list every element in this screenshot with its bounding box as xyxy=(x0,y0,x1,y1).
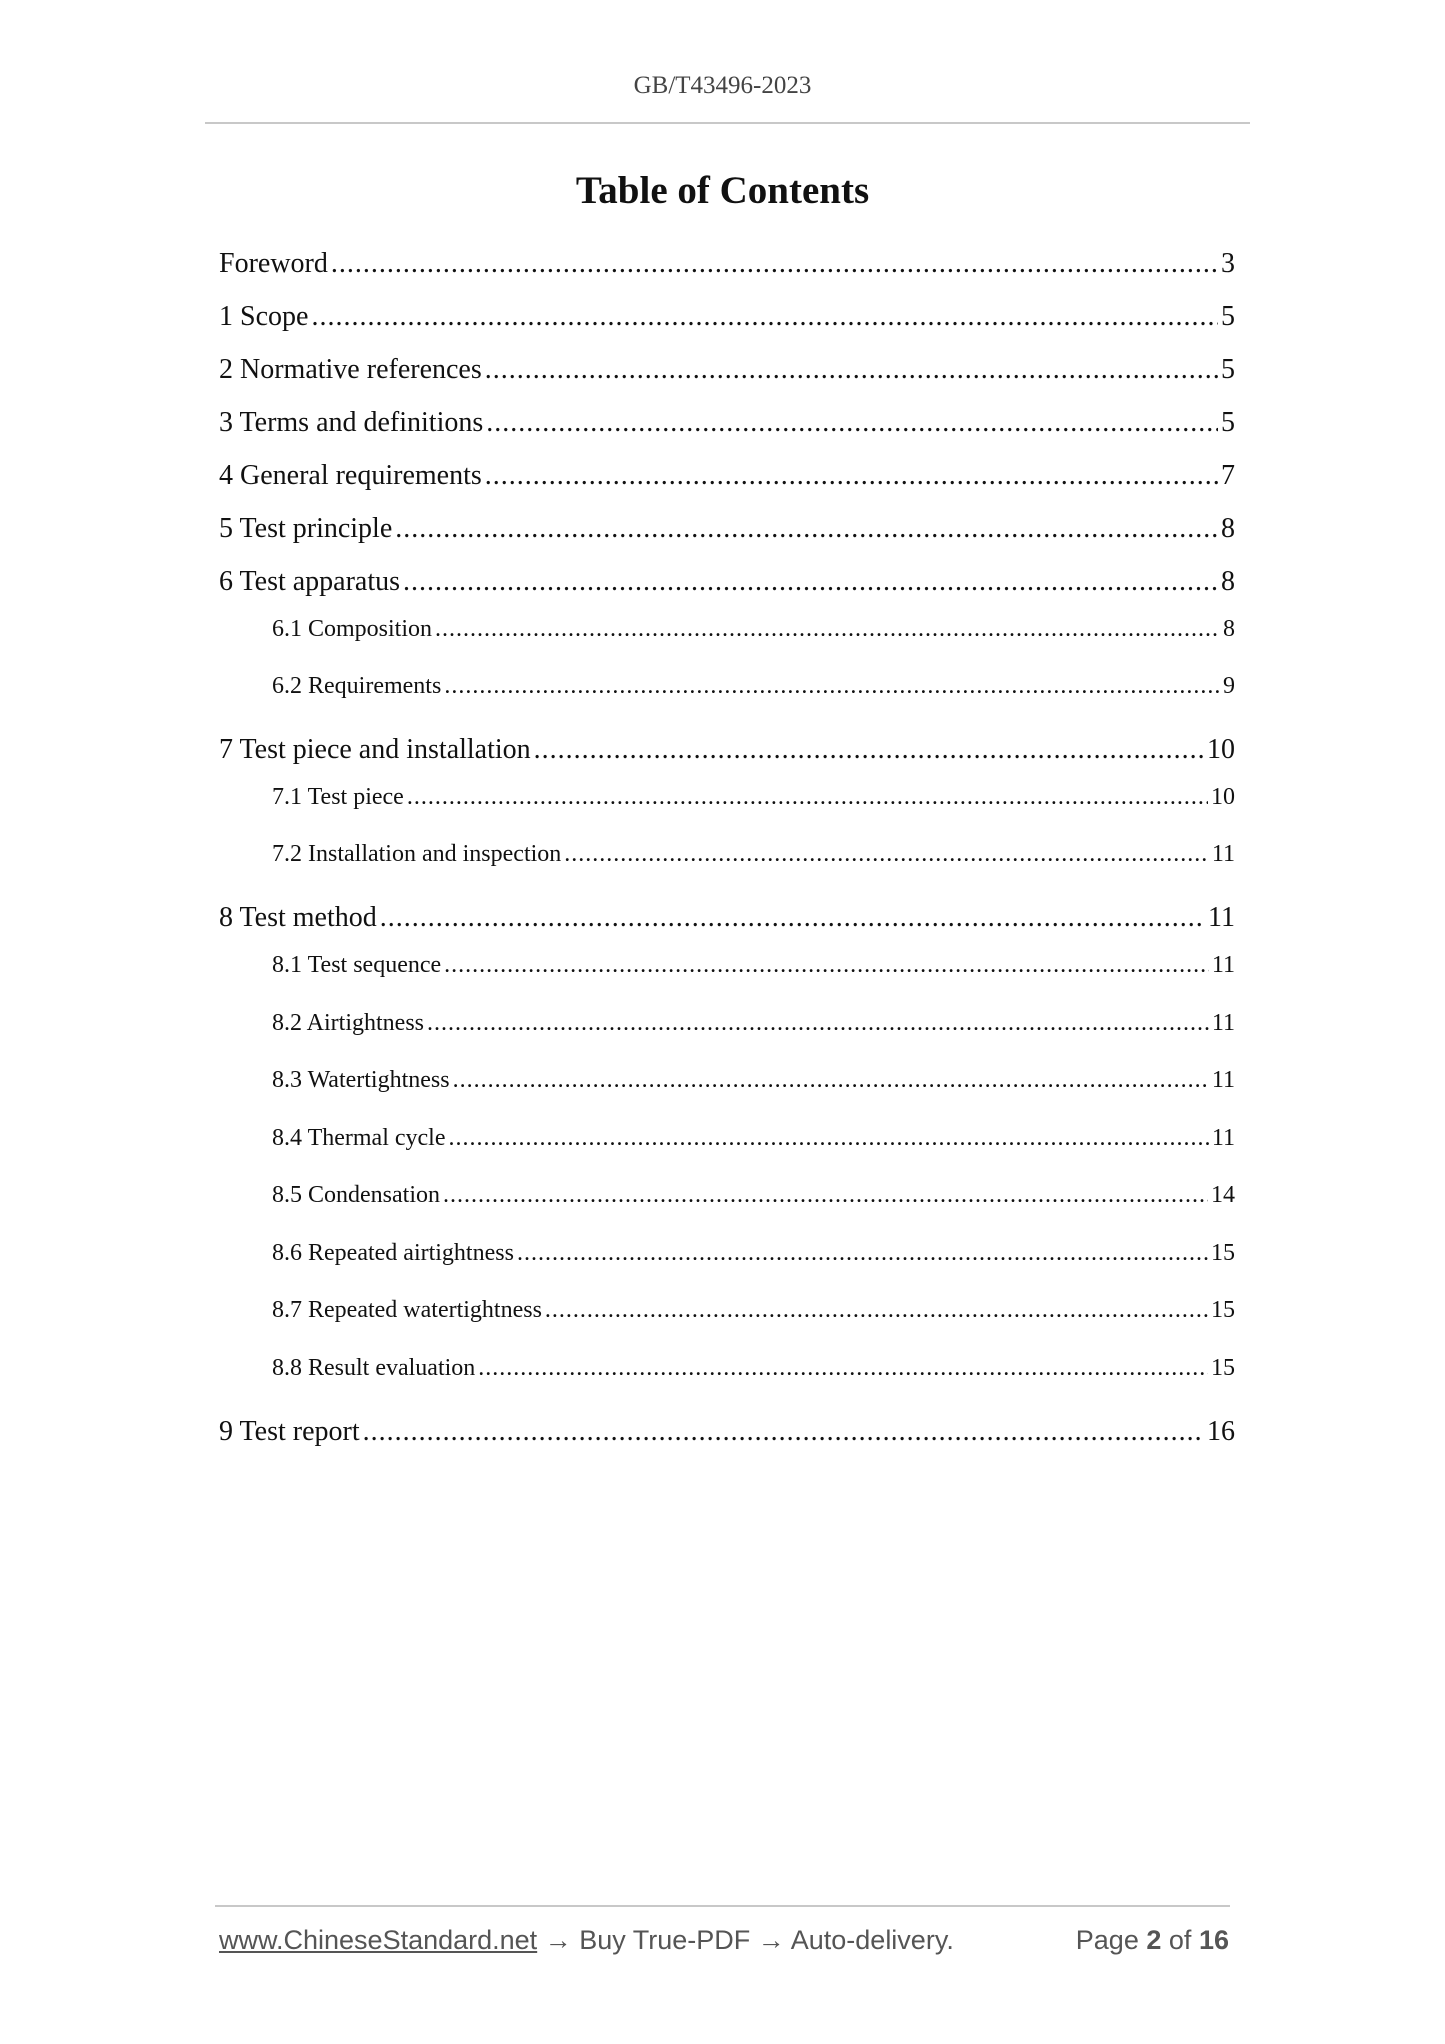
toc-entry-installation-and-inspection[interactable] xyxy=(272,841,1235,868)
toc-entry-test-method[interactable] xyxy=(219,902,1235,934)
toc-entry-scope[interactable] xyxy=(219,301,1235,333)
toc-title: Table of Contents xyxy=(575,169,870,212)
toc-entry-label: 2 Normative references xyxy=(219,354,482,385)
toc-entry-label: 6.1 Composition xyxy=(272,616,433,642)
toc-entry-label: Foreword xyxy=(219,248,328,279)
toc-entry-label: 8.5 Condensation xyxy=(272,1182,440,1208)
dot-leader xyxy=(395,513,1218,545)
toc-entry-test-sequence[interactable] xyxy=(272,952,1235,979)
toc-entry-test-piece[interactable] xyxy=(272,784,1235,811)
page-of-label: of xyxy=(1168,1925,1192,1955)
toc-entry-thermal-cycle[interactable] xyxy=(272,1125,1235,1152)
dot-leader xyxy=(478,1355,1208,1382)
toc-entry-test-apparatus[interactable] xyxy=(219,566,1235,598)
dot-leader xyxy=(435,616,1220,643)
dot-leader xyxy=(485,460,1218,492)
toc-entry-page: 10 xyxy=(1207,734,1235,765)
header-divider xyxy=(205,122,1250,124)
toc-entry-label: 7.2 Installation and inspection xyxy=(272,841,562,867)
toc-entry-terms-and-definitions[interactable] xyxy=(219,407,1235,439)
page-total: 16 xyxy=(1198,1925,1229,1955)
toc-entry-label: 8.7 Repeated watertightness xyxy=(272,1297,542,1323)
toc-entry-page: 9 xyxy=(1223,673,1235,699)
footer-tagline: → Buy True-PDF → Auto-delivery. xyxy=(537,1925,954,1955)
dot-leader xyxy=(564,841,1209,868)
dot-leader xyxy=(363,1416,1204,1448)
toc-entry-label: 8.2 Airtightness xyxy=(272,1010,425,1036)
toc-entry-page: 11 xyxy=(1211,952,1235,978)
footer-divider xyxy=(215,1905,1230,1907)
dot-leader xyxy=(311,301,1218,333)
toc-entry-label: 9 Test report xyxy=(219,1416,360,1447)
toc-entry-page: 14 xyxy=(1211,1182,1235,1208)
dot-leader xyxy=(444,673,1220,700)
toc-entry-label: 6 Test apparatus xyxy=(219,566,401,597)
toc-entry-repeated-airtightness[interactable] xyxy=(272,1240,1235,1267)
toc-entry-page: 8 xyxy=(1221,513,1235,544)
toc-entry-page: 10 xyxy=(1211,784,1235,810)
toc-entry-page: 5 xyxy=(1221,407,1235,438)
toc-entry-label: 6.2 Requirements xyxy=(272,673,442,699)
dot-leader xyxy=(453,1067,1209,1094)
toc-entry-label: 7.1 Test piece xyxy=(272,784,404,810)
toc-entry-composition[interactable] xyxy=(272,616,1235,643)
toc-entry-watertightness[interactable] xyxy=(272,1067,1235,1094)
dot-leader xyxy=(485,354,1218,386)
toc-entry-page: 15 xyxy=(1211,1355,1235,1381)
toc-entry-page: 3 xyxy=(1221,248,1235,279)
toc-entry-repeated-watertightness[interactable] xyxy=(272,1297,1235,1324)
toc-entry-normative-references[interactable] xyxy=(219,354,1235,386)
toc-entry-label: 7 Test piece and installation xyxy=(219,734,531,765)
toc-entry-label: 3 Terms and definitions xyxy=(219,407,484,438)
toc-entry-page: 5 xyxy=(1221,354,1235,385)
toc-entry-requirements[interactable] xyxy=(272,673,1235,700)
dot-leader xyxy=(517,1240,1208,1267)
toc-entry-page: 8 xyxy=(1221,566,1235,597)
toc-entry-result-evaluation[interactable] xyxy=(272,1355,1235,1382)
toc-entry-label: 8.8 Result evaluation xyxy=(272,1355,476,1381)
dot-leader xyxy=(545,1297,1208,1324)
footer-promo xyxy=(219,1925,954,1956)
toc-entry-label: 8 Test method xyxy=(219,902,377,933)
toc-entry-page: 5 xyxy=(1221,301,1235,332)
toc-entry-label: 8.1 Test sequence xyxy=(272,952,442,978)
standard-code: GB/T43496-2023 xyxy=(633,72,812,99)
toc-entry-page: 11 xyxy=(1211,1067,1235,1093)
dot-leader xyxy=(380,902,1205,934)
dot-leader xyxy=(403,566,1218,598)
toc-entry-page: 16 xyxy=(1207,1416,1235,1447)
toc-entry-label: 8.4 Thermal cycle xyxy=(272,1125,446,1151)
dot-leader xyxy=(331,248,1218,280)
toc-entry-page: 11 xyxy=(1211,841,1235,867)
toc-entry-page: 8 xyxy=(1223,616,1235,642)
toc-entry-label: 8.3 Watertightness xyxy=(272,1067,450,1093)
toc-entry-foreword[interactable] xyxy=(219,248,1235,280)
toc-entry-general-requirements[interactable] xyxy=(219,460,1235,492)
page-current: 2 xyxy=(1146,1925,1162,1955)
dot-leader xyxy=(443,1182,1208,1209)
dot-leader xyxy=(407,784,1208,811)
toc-entry-label: 5 Test principle xyxy=(219,513,393,544)
toc-entry-page: 11 xyxy=(1208,902,1235,933)
toc-entry-airtightness[interactable] xyxy=(272,1010,1235,1037)
toc-entry-page: 15 xyxy=(1211,1240,1235,1266)
toc-entry-test-report[interactable] xyxy=(219,1416,1235,1448)
dot-leader xyxy=(444,952,1209,979)
page-label: Page xyxy=(1075,1925,1139,1955)
toc-entry-test-piece-and-installation[interactable] xyxy=(219,734,1235,766)
toc-entry-label: 1 Scope xyxy=(219,301,309,332)
toc-entry-label: 4 General requirements xyxy=(219,460,482,491)
toc-entry-condensation[interactable] xyxy=(272,1182,1235,1209)
toc-entry-page: 15 xyxy=(1211,1297,1235,1323)
toc-entry-page: 7 xyxy=(1221,460,1235,491)
toc-entry-page: 11 xyxy=(1211,1010,1235,1036)
website-link[interactable]: www.ChineseStandard.net xyxy=(219,1925,538,1955)
dot-leader xyxy=(534,734,1204,766)
dot-leader xyxy=(427,1010,1209,1037)
page-number xyxy=(1076,1925,1229,1956)
toc-entry-test-principle[interactable] xyxy=(219,513,1235,545)
toc-entry-label: 8.6 Repeated airtightness xyxy=(272,1240,514,1266)
toc-entry-page: 11 xyxy=(1211,1125,1235,1151)
dot-leader xyxy=(448,1125,1208,1152)
dot-leader xyxy=(486,407,1218,439)
